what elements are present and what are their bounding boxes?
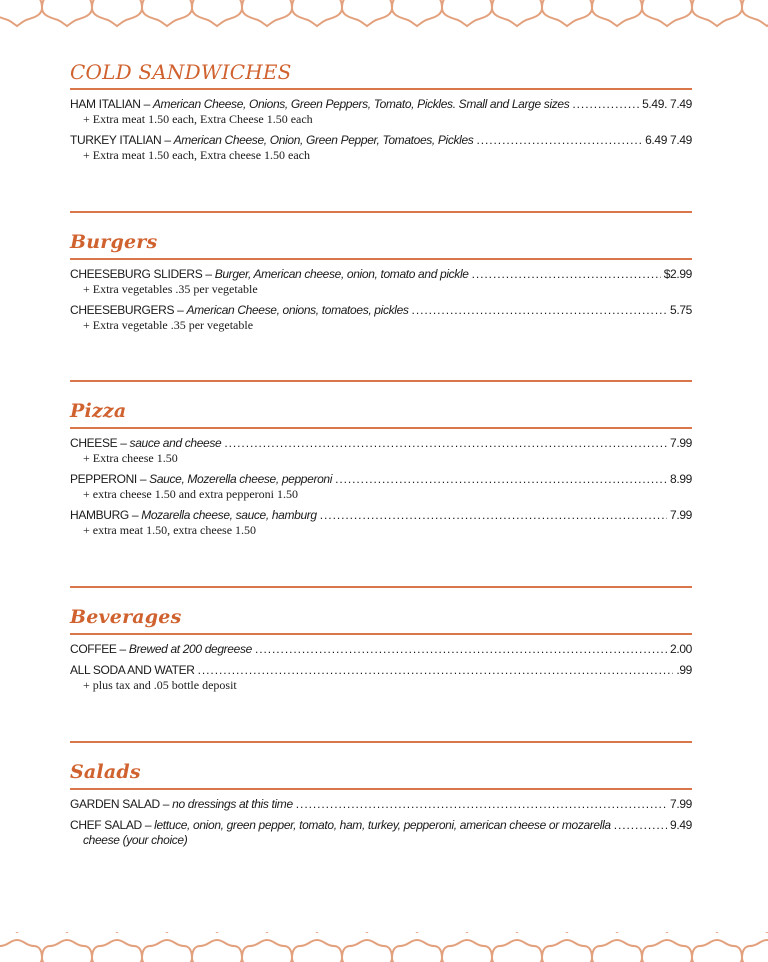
dot-leader [476, 132, 642, 148]
menu-item: HAM ITALIAN – American Cheese, Onions, Green Peppers, Tomato, Pickles. Small and Large sizes . . . 5.49. 7.49 + Extra meat 1.50 each, Extra Cheese 1.50 each [70, 96, 692, 127]
item-price: 7.99 [670, 797, 692, 811]
menu-item: CHEF SALAD – lettuce, onion, green pepper, tomato, ham, turkey, pepperoni, american cheese or mozarella . . . 9.49 cheese (your choice) [70, 817, 692, 848]
item-name: CHEESEBURG SLIDERS [70, 267, 203, 281]
section-divider [70, 211, 692, 213]
heading-rule [70, 88, 692, 90]
item-name: PEPPERONI [70, 472, 137, 486]
menu-item: CHEESEBURGERS – American Cheese, onions, tomatoes, pickles . . . 5.75 + Extra vegetable .35 per vegetable [70, 302, 692, 333]
item-description: Brewed at 200 degreese [128, 642, 252, 656]
item-name: CHEESE [70, 436, 118, 450]
dot-leader [224, 435, 667, 451]
menu-item: CHEESEBURG SLIDERS – Burger, American cheese, onion, tomato and pickle . . . $2.99 + Extra vegetables .35 per vegetable [70, 266, 692, 297]
menu-item: CHEESE – sauce and cheese . . . 7.99 + Extra cheese 1.50 [70, 435, 692, 466]
menu-item: COFFEE – Brewed at 200 degreese . . . 2.00 [70, 641, 692, 657]
item-price: 7.99 [670, 436, 692, 450]
section-heading: Pizza [70, 400, 127, 422]
item-extras: + plus tax and .05 bottle deposit [83, 678, 237, 692]
item-name: CHEESEBURGERS [70, 303, 175, 317]
decorative-border-bottom [0, 932, 768, 962]
item-price: 7.99 [670, 508, 692, 522]
item-price: 2.00 [670, 642, 692, 656]
section-pizza [70, 397, 692, 543]
menu-item [70, 662, 692, 693]
item-price: 9.49 [670, 818, 692, 832]
item-extras: + Extra meat 1.50 each, Extra Cheese 1.50 each [83, 112, 313, 126]
item-price: 8.99 [670, 472, 692, 486]
item-name: COFFEE [70, 642, 117, 656]
item-extras: + extra cheese 1.50 and extra pepperoni 1.50 [83, 487, 299, 501]
heading-rule [70, 427, 692, 429]
menu-item: HAMBURG – Mozarella cheese, sauce, hamburg . . . 7.99 + extra meat 1.50, extra cheese 1.50 [70, 507, 692, 538]
menu-item: GARDEN SALAD – no dressings at this time . . . 7.99 [70, 796, 692, 812]
section-divider [70, 380, 692, 382]
item-description: American Cheese, onions, tomatoes, pickles [186, 303, 409, 317]
section-burgers [70, 228, 692, 338]
dot-leader [198, 662, 674, 678]
item-extras: + Extra vegetables .35 per vegetable [83, 282, 258, 296]
item-description: American Cheese, Onions, Green Peppers, Tomato, Pickles. Small and Large sizes [152, 97, 570, 111]
section-cold-sandwiches [70, 58, 692, 168]
section-heading: COLD SANDWICHES [70, 60, 292, 84]
item-description: lettuce, onion, green pepper, tomato, ham, turkey, pepperoni, american cheese or mozarella [154, 818, 611, 832]
item-price: .99 [676, 663, 692, 677]
dot-leader [412, 302, 667, 318]
item-description: no dressings at this time [172, 797, 293, 811]
item-name: HAM ITALIAN [70, 97, 141, 111]
section-heading: Beverages [70, 606, 182, 628]
item-description: sauce and cheese [129, 436, 222, 450]
item-description: Mozarella cheese, sauce, hamburg [141, 508, 317, 522]
section-beverages [70, 603, 692, 698]
item-name: ALL SODA AND WATER [70, 663, 195, 677]
item-extras: + Extra meat 1.50 each, Extra cheese 1.50 each [83, 148, 310, 162]
item-name: GARDEN SALAD [70, 797, 160, 811]
item-price: 6.49 7.49 [645, 133, 692, 147]
dot-leader [320, 507, 667, 523]
item-extras: + extra meat 1.50, extra cheese 1.50 [83, 523, 257, 537]
item-price: $2.99 [663, 267, 692, 281]
item-name: TURKEY ITALIAN [70, 133, 162, 147]
section-salads [70, 758, 692, 853]
section-heading: Salads [70, 761, 141, 783]
menu-item: PEPPERONI – Sauce, Mozerella cheese, pepperoni . . . 8.99 + extra cheese 1.50 and extra pepperoni 1.50 [70, 471, 692, 502]
item-name: HAMBURG [70, 508, 129, 522]
section-divider [70, 586, 692, 588]
item-description: American Cheese, Onion, Green Pepper, Tomatoes, Pickles [173, 133, 474, 147]
heading-rule [70, 788, 692, 790]
dot-leader [472, 266, 661, 282]
item-price: 5.75 [670, 303, 692, 317]
item-name: CHEF SALAD [70, 818, 142, 832]
heading-rule [70, 258, 692, 260]
heading-rule [70, 633, 692, 635]
item-description: Burger, American cheese, onion, tomato and pickle [214, 267, 469, 281]
item-extras: + Extra cheese 1.50 [83, 451, 178, 465]
item-price: 5.49. 7.49 [642, 97, 692, 111]
decorative-border-top [0, 0, 768, 30]
dot-leader [614, 817, 667, 833]
item-description-continued: cheese (your choice) [83, 833, 188, 847]
menu-item: TURKEY ITALIAN – American Cheese, Onion, Green Pepper, Tomatoes, Pickles . . . 6.49 7.49 + Extra meat 1.50 each, Extra cheese 1.50 each [70, 132, 692, 163]
section-heading: Burgers [70, 231, 158, 253]
dot-leader [572, 96, 639, 112]
item-description: Sauce, Mozerella cheese, pepperoni [149, 472, 333, 486]
dot-leader [296, 796, 667, 812]
dot-leader [335, 471, 667, 487]
dot-leader [255, 641, 667, 657]
item-extras: + Extra vegetable .35 per vegetable [83, 318, 254, 332]
section-divider [70, 741, 692, 743]
